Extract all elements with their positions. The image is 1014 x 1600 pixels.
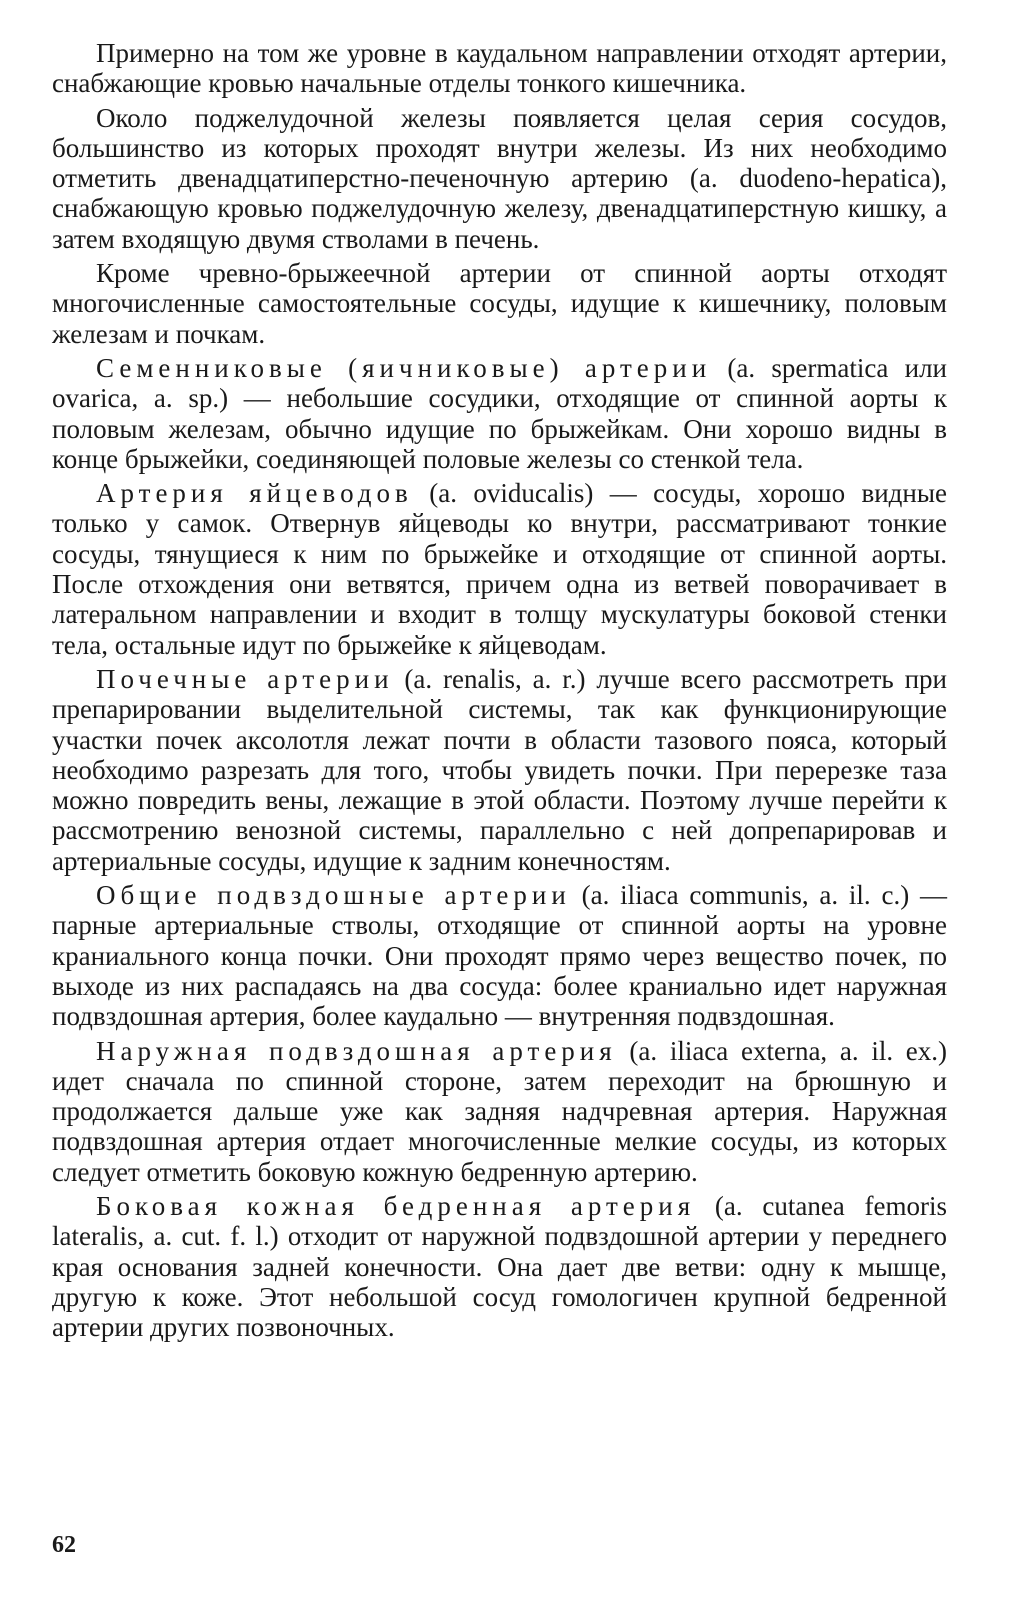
- paragraph-text: (a. iliaca externa, a. il. ex.) идет сначала по спинной стороне, затем переходит на брюшную и продолжается дальше уже как задняя надчревная артерия. Наружная подвздошная артерия отдает многочисленные мелкие сосуды, из которых следует отметить боковую кожную бедренную артерию.: [52, 1035, 947, 1187]
- paragraph-2: [52, 103, 947, 254]
- paragraph-term: Артерия яйцеводов: [96, 478, 413, 509]
- paragraph-7: [52, 880, 947, 1031]
- paragraph-text: Около поджелудочной железы появляется целая серия сосудов, большинство из которых проходят внутри железы. Из них необходимо отметить двенадцатиперстно-печеночную артерию (a. duodeno-hepatica), снабжающую кровью поджелудочную железу, двенадцатиперстную кишку, а затем входящую двумя стволами в печень.: [52, 102, 947, 254]
- paragraph-text: (a. iliaca communis, a. il. c.) — парные артериальные стволы, отходящие от спинной аорты на уровне краниального конца почки. Они проходят прямо через вещество почек, по выходе из них распадаясь на два сосуда: более краниально идет наружная подвздошная артерия, более каудально — внутренняя подвздошная.: [52, 880, 947, 1032]
- paragraph-term: Боковая кожная бедренная артерия: [96, 1190, 696, 1221]
- paragraph-text: (a. spermatica или ovarica, a. sp.) — небольшие сосудики, отходящие от спинной аорты к половым железам, обычно идущие по брыжейкам. Они хорошо видны в конце брыжейки, соединяющей половые железы со стенкой тела.: [52, 352, 947, 474]
- paragraph-1: [52, 38, 947, 99]
- paragraph-text: (a. renalis, a. r.) лучше всего рассмотреть при препарировании выделительной системы, так как функционирующие участки почек аксолотля лежат почти в области тазового пояса, который необходимо разрезать для того, чтобы увидеть почки. При перерезке таза можно повредить вены, лежащие в этой области. Поэтому лучше перейти к рассмотрению венозной системы, параллельно с ней допрепарировав и артериальные сосуды, идущие к задним конечностям.: [52, 663, 948, 876]
- paragraph-3: [52, 258, 947, 349]
- page-number: 62: [52, 1532, 76, 1558]
- paragraph-text: (a. cutanea femoris lateralis, a. cut. f. l.) отходит от наружной подвздошной артерии у переднего края основания задней конечности. Она дает две ветви: одну к мышце, другую к коже. Этот небольшой сосуд гомологичен крупной бедренной артерии других позвоночных.: [52, 1190, 947, 1343]
- paragraph-term: Почечные артерии: [96, 663, 394, 694]
- paragraph-6: [52, 664, 947, 876]
- paragraph-text: Кроме чревно-брыжеечной артерии от спинной аорты отходят многочисленные самостоятельные сосуды, идущие к кишечнику, половым железам и почкам.: [52, 258, 947, 349]
- paragraph-term: Семенниковые (яичниковые) артерии: [96, 352, 712, 383]
- paragraph-term: Общие подвздошные артерии: [96, 880, 571, 911]
- paragraph-9: [52, 1191, 947, 1342]
- paragraph-4: [52, 353, 947, 474]
- paragraph-8: [52, 1036, 947, 1187]
- paragraph-term: Наружная подвздошная артерия: [96, 1035, 617, 1066]
- paragraph-text: Примерно на том же уровне в каудальном направлении отходят артерии, снабжающие кровью начальные отделы тонкого кишечника.: [52, 38, 947, 99]
- paragraph-5: [52, 478, 947, 660]
- page-body: [52, 38, 947, 1346]
- paragraph-text: (a. oviducalis) — сосуды, хорошо видные только у самок. Отвернув яйцеводы ко внутри, рассматривают тонкие сосуды, тянущиеся к ним по брыжейке и отходящие от спинной аорты. После отхождения они ветвятся, причем одна из ветвей поворачивает в латеральном направлении и входит в толщу мускулатуры боковой стенки тела, остальные идут по брыжейке к яйцеводам.: [52, 478, 947, 660]
